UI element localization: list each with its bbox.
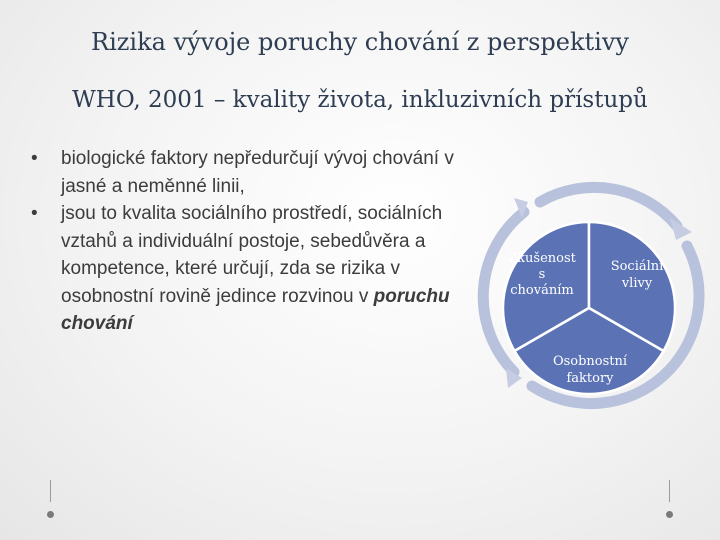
decorative-dot-icon bbox=[47, 511, 54, 518]
decorative-line-left bbox=[50, 480, 51, 502]
title-line-1: Rizika vývoje poruchy chování z perspektivy bbox=[91, 28, 629, 56]
decorative-line-right bbox=[669, 480, 670, 502]
bullet-text-2: jsou to kvalita sociálního prostředí, sociálních vztahů a individuální postoje, sebedůvěra a kompetence, které určují, zda se rizika v osobnostní rovině jedince rozvinou v bbox=[61, 203, 443, 307]
segment-left-label-l3: chováním bbox=[510, 283, 574, 298]
bullet-emphasis: poruchu chování bbox=[61, 285, 450, 334]
decorative-dot-icon bbox=[666, 511, 673, 518]
segment-left-label-l1: Zkušenost bbox=[508, 251, 576, 266]
bullet-dot-icon: • bbox=[31, 148, 38, 169]
segment-right-label-l1: Sociální bbox=[610, 259, 664, 274]
title-line-2: WHO, 2001 – kvality života, inkluzivních přístupů bbox=[72, 87, 648, 113]
segment-bottom-label-l2: faktory bbox=[566, 371, 614, 386]
bullet-text-1: biologické faktory nepředurčují vývoj chování v jasné a neměnné linii, bbox=[61, 148, 454, 197]
ring-arc-top bbox=[540, 187, 677, 226]
bullet-item-2 bbox=[28, 200, 468, 338]
segment-left-label-l2: s bbox=[538, 267, 546, 282]
arrowhead-icon bbox=[670, 218, 692, 240]
bullet-list bbox=[28, 145, 468, 338]
segment-bottom-label-l1: Osobnostní bbox=[552, 354, 628, 369]
bullet-dot-icon: • bbox=[31, 203, 38, 224]
bullet-item-1 bbox=[28, 145, 468, 200]
cycle-diagram bbox=[462, 160, 720, 420]
segment-right-label-l2: vlivy bbox=[621, 276, 653, 291]
